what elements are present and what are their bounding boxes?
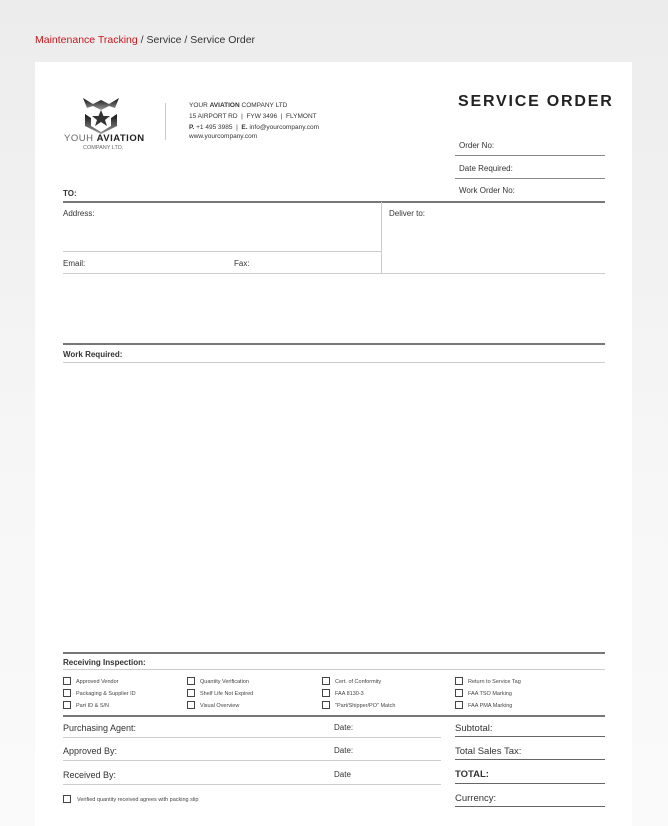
- company-logo-icon: [81, 96, 121, 134]
- received-by-field[interactable]: Received By:: [63, 770, 117, 780]
- logo-wordmark: YOUH AVIATION: [64, 133, 145, 144]
- divider: [63, 251, 381, 252]
- inspection-checkbox-label: Quantity Verification: [200, 679, 249, 685]
- divider: [455, 783, 605, 784]
- divider: [63, 669, 605, 670]
- inspection-checkbox[interactable]: [187, 689, 195, 697]
- breadcrumb-maintenance-tracking[interactable]: Maintenance Tracking: [35, 34, 138, 46]
- deliver-to-field[interactable]: Deliver to:: [389, 209, 426, 218]
- approved-by-field[interactable]: Approved By:: [63, 746, 118, 756]
- purchasing-agent-field[interactable]: Purchasing Agent:: [63, 723, 137, 733]
- breadcrumb: [35, 34, 255, 46]
- inspection-checkbox[interactable]: [63, 677, 71, 685]
- divider: [455, 806, 605, 807]
- date-required-label: Date Required:: [459, 164, 513, 173]
- company-address: 15 AIRPORT RD | FYW 3496 | FLYMONT: [189, 113, 317, 120]
- date-field-2[interactable]: Date:: [334, 746, 354, 755]
- date-required-field[interactable]: [455, 178, 605, 179]
- inspection-checkbox-label: FAA 8130-3: [335, 691, 364, 697]
- breadcrumb-service-order: Service Order: [190, 34, 256, 46]
- divider: [63, 760, 441, 761]
- divider: [165, 103, 166, 140]
- date-field-1[interactable]: Date:: [334, 723, 354, 732]
- inspection-checkbox-label: FAA TSO Marking: [468, 691, 512, 697]
- inspection-checkbox-label: Packaging & Supplier ID: [76, 691, 136, 697]
- divider: [381, 202, 382, 273]
- divider: [455, 759, 605, 760]
- to-label: TO:: [63, 189, 77, 198]
- total-field[interactable]: TOTAL:: [455, 769, 489, 780]
- divider: [455, 736, 605, 737]
- inspection-checkbox[interactable]: [322, 677, 330, 685]
- inspection-checkbox-label: Visual Overview: [200, 703, 240, 709]
- divider: [63, 343, 605, 345]
- inspection-checkbox[interactable]: [455, 677, 463, 685]
- inspection-checkbox-label: Approved Vendor: [76, 679, 119, 685]
- inspection-checkbox-label: Cert. of Conformity: [335, 679, 382, 685]
- page-title: SERVICE ORDER: [458, 93, 614, 110]
- inspection-checkbox[interactable]: [455, 689, 463, 697]
- work-required-label: Work Required:: [63, 350, 123, 359]
- inspection-checkbox-label: FAA PMA Marking: [468, 703, 513, 709]
- breadcrumb-sep: /: [181, 34, 191, 46]
- verified-checkbox[interactable]: [63, 795, 71, 803]
- inspection-checkbox[interactable]: [322, 701, 330, 709]
- verified-label: Verified quantity received agrees with packing slip: [77, 797, 199, 803]
- receiving-inspection-title: Receiving Inspection:: [63, 658, 146, 667]
- company-contact: P. +1 495 3985 | E. info@yourcompany.com: [189, 124, 320, 131]
- divider: [63, 652, 605, 654]
- inspection-checkbox[interactable]: [322, 689, 330, 697]
- divider: [63, 273, 605, 274]
- subtotal-field[interactable]: Subtotal:: [455, 723, 493, 734]
- fax-field[interactable]: Fax:: [234, 259, 250, 268]
- service-order-form: [35, 62, 632, 826]
- inspection-checkbox[interactable]: [187, 701, 195, 709]
- inspection-checkbox-label: Part ID & S/N: [76, 703, 110, 709]
- total-sales-tax-field[interactable]: Total Sales Tax:: [455, 746, 522, 757]
- email-field[interactable]: Email:: [63, 259, 86, 268]
- divider: [63, 737, 441, 738]
- logo-subtitle: COMPANY LTD.: [83, 145, 124, 151]
- company-website: www.yourcompany.com: [189, 133, 258, 140]
- work-order-no-label: Work Order No:: [459, 186, 515, 195]
- inspection-checkbox[interactable]: [455, 701, 463, 709]
- order-no-label: Order No:: [459, 141, 495, 150]
- inspection-checkbox[interactable]: [63, 689, 71, 697]
- inspection-checkbox[interactable]: [187, 677, 195, 685]
- order-no-field[interactable]: [455, 155, 605, 156]
- company-name: YOUR AVIATION COMPANY LTD: [189, 102, 288, 109]
- divider: [63, 715, 605, 717]
- divider: [63, 201, 605, 203]
- breadcrumb-sep: /: [137, 34, 147, 46]
- inspection-checkbox[interactable]: [63, 701, 71, 709]
- currency-field[interactable]: Currency:: [455, 793, 497, 804]
- inspection-checkbox-label: Shelf Life Not Expired: [200, 691, 254, 697]
- address-field[interactable]: Address:: [63, 209, 95, 218]
- inspection-checkbox-label: Return to Service Tag: [468, 679, 521, 685]
- divider: [63, 784, 441, 785]
- work-required-area[interactable]: [63, 363, 605, 651]
- inspection-checkbox-label: "Part/Shipper/PO" Match: [335, 703, 396, 709]
- breadcrumb-service[interactable]: Service: [146, 34, 182, 46]
- date-field-3[interactable]: Date: [334, 770, 351, 779]
